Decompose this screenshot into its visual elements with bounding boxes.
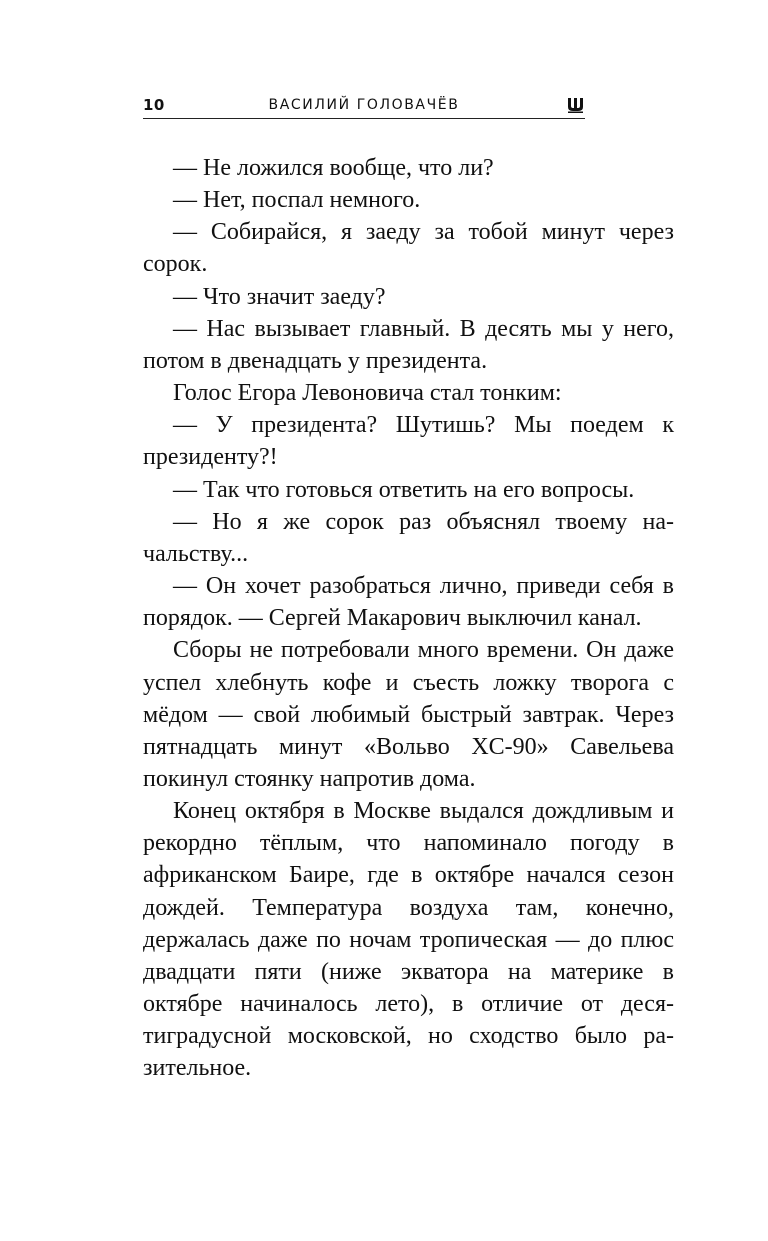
dialogue-line: — Нет, поспал немного.: [173, 187, 421, 214]
publisher-logo-icon: [567, 96, 585, 113]
dialogue-line: — Собирайся, я заеду за тобой минут через сорок.: [143, 219, 674, 278]
dialogue-line: — Нас вызывает главный. В десять мы у него, потом в двенадцать у президента.: [143, 315, 674, 374]
dialogue-line: — Не ложился вообще, что ли?: [173, 155, 494, 181]
dialogue-line: — Он хочет разобраться лично, приведи себя в порядок. — Сергей Макарович выключил канал.: [143, 573, 674, 632]
dialogue-line: — Что значит заеду?: [173, 283, 386, 310]
dialogue-line: — Так что готовься ответить на его вопросы.: [173, 476, 635, 503]
author-name: ВАСИЛИЙ ГОЛОВАЧЁВ: [268, 97, 460, 113]
running-header: [143, 94, 585, 119]
body-text: [143, 152, 674, 1085]
narrative-paragraph: Сборы не потребовали много времени. Он даже успел хлебнуть кофе и съесть ложку творога с мёдом — свой любимый быстрый завтрак. Через пятнадцать минут «Вольво XC-90» Савельева покинул стоянку напротив дома.: [143, 637, 674, 792]
page-number: 10: [143, 96, 165, 114]
narrative-paragraph: Голос Егора Левоновича стал тонким:: [173, 380, 562, 407]
narrative-paragraph: Конец октября в Москве выдался дождливым и рекордно тёплым, что напоминало погоду в африканском Баире, где в октябре начался сезон дождей. Температура воздуха там, конечно, держалась даже по ночам тропическая — до плюс двадцати пяти (ниже экватора на материке в октябре начиналось лето), в отличие от десятиградусной московской, но сходство было разительное.: [143, 798, 674, 1082]
dialogue-line: — Но я же сорок раз объяснял твоему начальству...: [143, 508, 674, 567]
dialogue-line: — У президента? Шутишь? Мы поедем к президенту?!: [143, 412, 674, 471]
